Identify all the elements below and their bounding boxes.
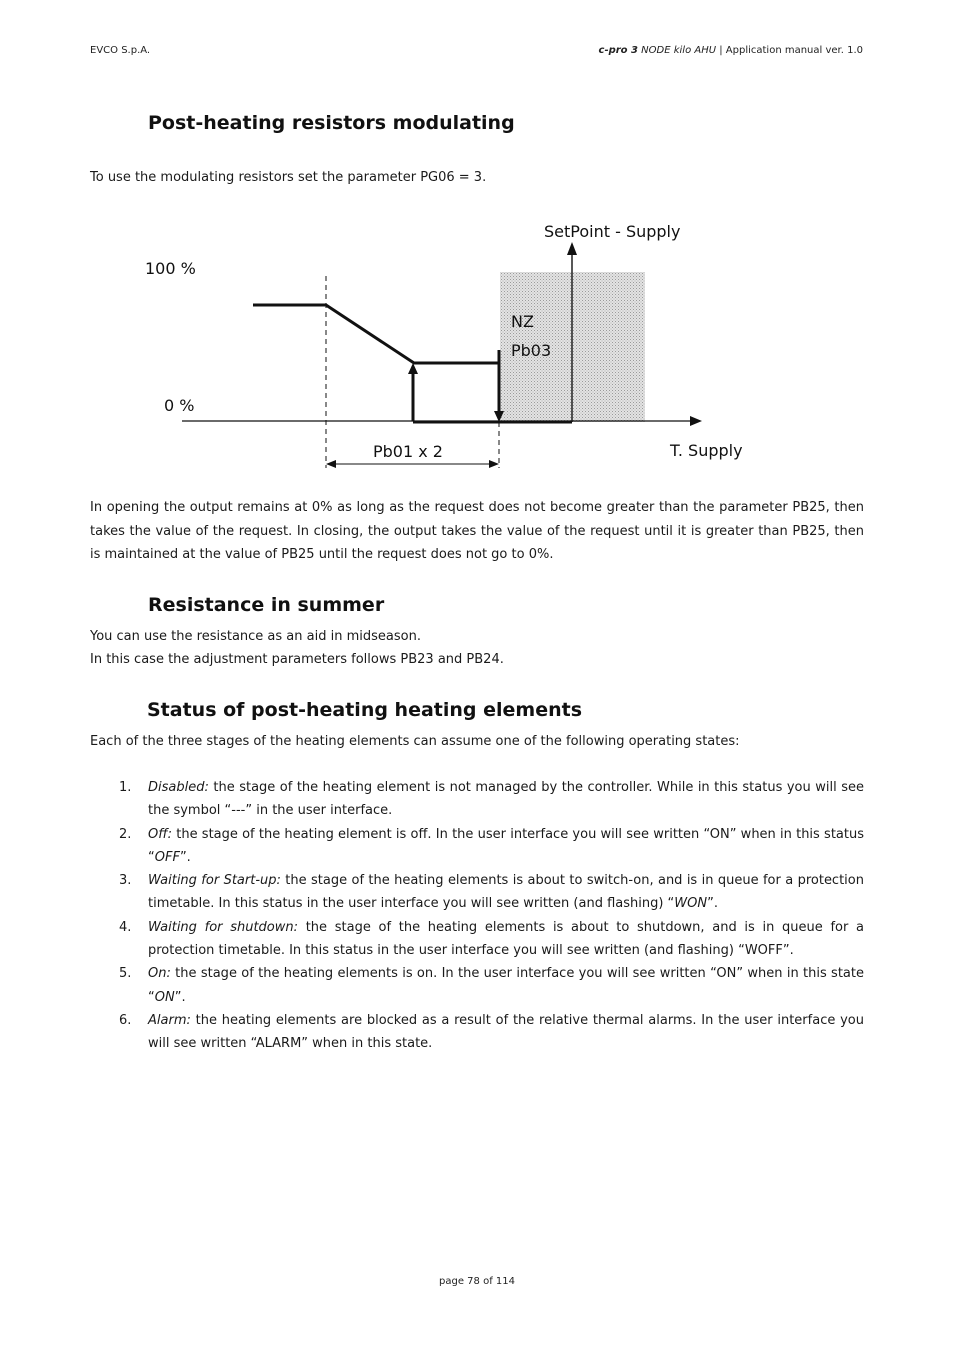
label-100-percent: 100 % [145,259,196,278]
label-pb03: Pb03 [511,341,552,360]
list-item-tail: ”. [707,896,718,912]
hysteresis-up-arrow [408,363,418,374]
header-manual: | Application manual ver. 1.0 [716,45,863,56]
label-pb01-x-2: Pb01 x 2 [373,442,443,461]
list-item [90,916,864,963]
dimension-arrow-right [489,460,499,468]
header-company: EVCO S.p.A. [90,45,151,56]
list-item-number: 3. [119,873,132,889]
list-item-term: Disabled: [148,780,209,795]
modulation-diagram [0,210,954,480]
list-item-text: the stage of the heating elements is about to switch-on, and is in queue for a protection timetable. In this status in the user interface you will see written (and flashing) “ [148,873,864,912]
section-title-post-heating: Post-heating resistors modulating [148,112,515,134]
section-intro-text: To use the modulating resistors set the parameter PG06 = 3. [90,170,487,185]
section-title-resistance-summer: Resistance in summer [148,594,385,616]
list-item-emphasis: OFF [154,849,180,865]
list-item [90,869,864,916]
x-axis-arrow [690,416,702,426]
status-intro-text: Each of the three stages of the heating elements can assume one of the following operating states: [90,734,740,749]
header-product-italic: NODE kilo AHU [638,45,717,56]
list-item-emphasis: ON [154,989,175,1005]
header-document-title [599,45,863,56]
list-item-number: 1. [119,780,132,795]
label-t-supply: T. Supply [670,441,743,460]
list-item-emphasis: WON [674,896,708,912]
list-item-text: the stage of the heating element is not managed by the controller. While in this status you will see the symbol “---” in the user interface. [148,780,864,819]
list-item-number: 4. [119,919,132,935]
list-item-tail: ”. [179,849,191,865]
list-item-number: 2. [119,826,132,842]
list-item-number: 5. [119,966,132,982]
list-item-term: Waiting for shutdown: [148,919,298,935]
list-item-text: the stage of the heating elements is on. In the user interface you will see written “ON” when in this state “ [148,966,864,1005]
label-0-percent: 0 % [164,396,195,415]
summer-text-line-2: In this case the adjustment parameters follows PB23 and PB24. [90,652,504,667]
opening-closing-description: In opening the output remains at 0% as long as the request does not become greater than the parameter PB25, then takes the value of the request. In closing, the output takes the value of the request until it is greater than PB25, then is maintained at the value of PB25 until the request does not go to 0%. [90,500,864,562]
list-item [90,1009,864,1056]
summer-text-line-1: You can use the resistance as an aid in midseason. [90,629,421,644]
list-item [90,962,864,1009]
list-item-number: 6. [119,1012,132,1028]
list-item-text: the stage of the heating element is off. In the user interface you will see written “ON” when in this status “ [148,826,864,865]
section-title-status: Status of post-heating heating elements [147,699,583,721]
dimension-arrow-left [326,460,336,468]
list-item-text: the stage of the heating elements is about to shutdown, and is in queue for a protection timetable. In this status in the user interface you will see written (and flashing) “WOFF”. [148,919,864,959]
list-item-term: Off: [148,826,172,842]
setpoint-axis-arrow [567,242,577,255]
output-curve [253,305,499,363]
list-item-term: Waiting for Start-up: [148,873,281,889]
label-setpoint-supply: SetPoint - Supply [544,222,681,241]
operating-states-list [90,776,864,1056]
list-item-term: On: [148,966,171,982]
list-item [90,823,864,870]
label-nz: NZ [511,312,534,331]
page-number: page 78 of 114 [439,1276,515,1287]
list-item [90,776,864,823]
list-item-tail: ”. [174,989,186,1005]
list-item-term: Alarm: [148,1012,191,1028]
list-item-text: the heating elements are blocked as a result of the relative thermal alarms. In the user interface you will see written “ALARM” when in this state. [148,1012,864,1052]
header-product-bold: c-pro 3 [598,45,638,56]
